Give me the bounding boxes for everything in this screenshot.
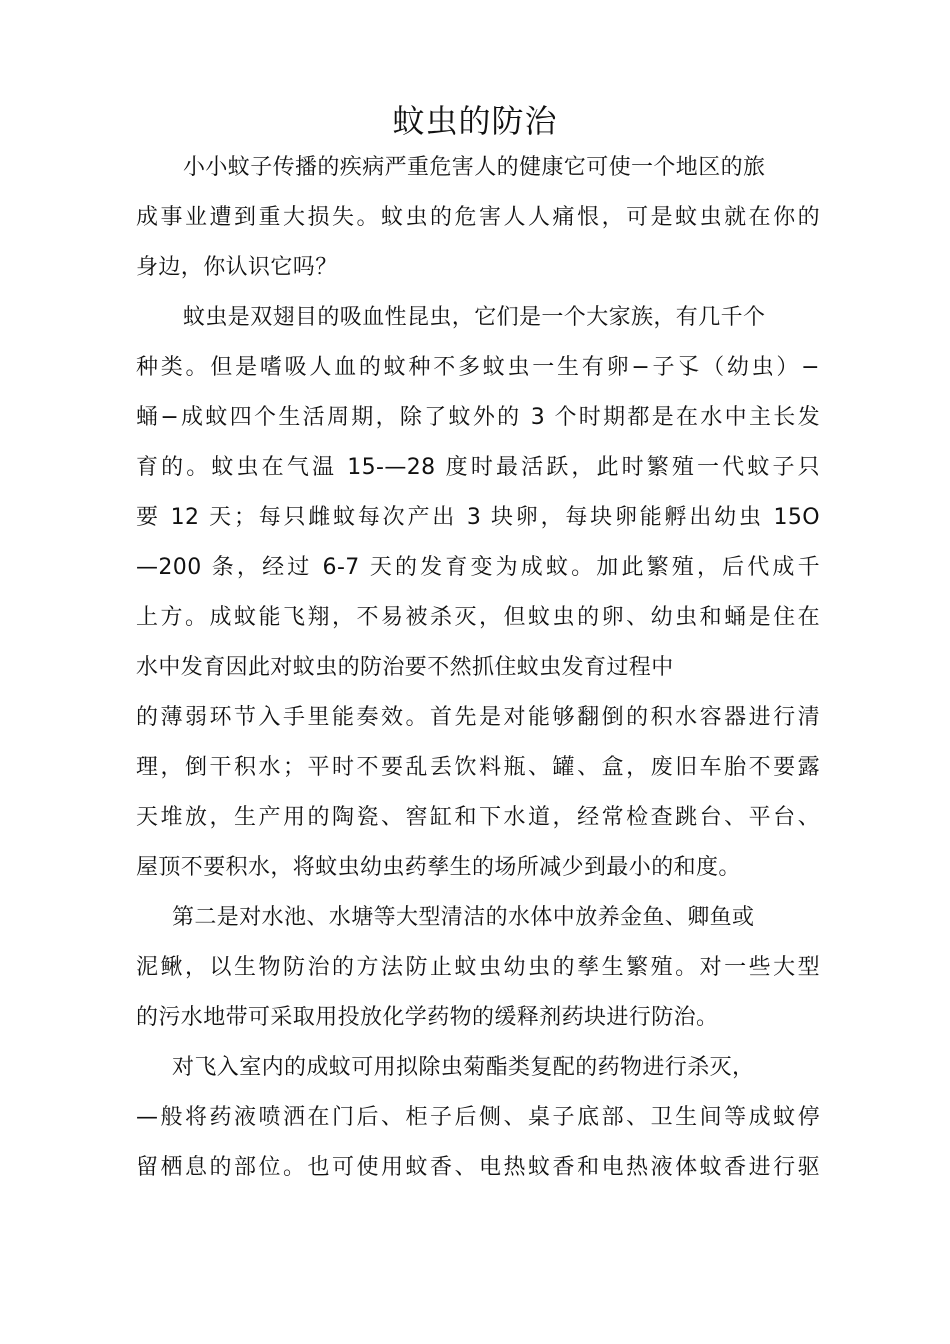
text-line: 留栖息的部位。也可使用蚊香、电热蚊香和电热液体蚊香进行驱: [136, 1155, 820, 1180]
text-line: 蛹−成蚊四个生活周期，除了蚊外的 3 个时期都是在水中主长发: [136, 405, 820, 430]
text-line: 种类。但是嗜吸人血的蚊种不多蚊虫一生有卵−子孓（幼虫）−: [136, 355, 820, 380]
text-line: 第二是对水池、水塘等大型清洁的水体中放养金鱼、卿鱼或: [172, 905, 755, 930]
text-line: 上方。成蚊能飞翔，不易被杀灭，但蚊虫的卵、幼虫和蛹是住在: [136, 605, 820, 630]
text-line: 天堆放，生产用的陶瓷、窖缸和下水道，经常检查跳台、平台、: [136, 805, 820, 830]
document-title: 蚊虫的防治: [392, 102, 558, 140]
text-line: 的污水地带可采取用投放化学药物的缓释剂药块进行防治。: [136, 1005, 719, 1030]
text-line: 育的。蚊虫在气温 15-—28 度时最活跃，此时繁殖一代蚊子只: [136, 455, 820, 480]
text-line: 要 12 天；每只雌蚊每次产出 3 块卵，每块卵能孵出幼虫 15O: [136, 505, 820, 530]
text-line: 水中发育因此对蚊虫的防治要不然抓住蚊虫发育过程中: [136, 655, 674, 680]
text-line: —200 条，经过 6-7 天的发育变为成蚊。加此繁殖，后代成千: [136, 555, 820, 580]
text-line: 蚊虫是双翅目的吸血性昆虫，它们是一个大家族，有几千个: [183, 305, 766, 330]
text-line: 屋顶不要积水，将蚊虫幼虫药孳生的场所减少到最小的和度。: [136, 855, 741, 880]
text-line: 身边，你认识它吗？: [136, 255, 338, 280]
text-line: 成事业遭到重大损失。蚊虫的危害人人痛恨，可是蚊虫就在你的: [136, 205, 820, 230]
text-line: 泥鳅，以生物防治的方法防止蚊虫幼虫的孳生繁殖。对一些大型: [136, 955, 820, 980]
text-line: 的薄弱环节入手里能奏效。首先是对能够翻倒的积水容器进行清: [136, 705, 820, 730]
text-line: 理，倒干积水；平时不要乱丢饮料瓶、罐、盒，废旧车胎不要露: [136, 755, 820, 780]
text-line: —般将药液喷洒在门后、柜子后侧、桌子底部、卫生间等成蚊停: [136, 1105, 820, 1130]
text-line: 对飞入室内的成蚊可用拟除虫菊酯类复配的药物进行杀灭，: [172, 1055, 755, 1080]
text-line: 小小蚊子传播的疾病严重危害人的健康它可使一个地区的旅: [183, 155, 766, 180]
